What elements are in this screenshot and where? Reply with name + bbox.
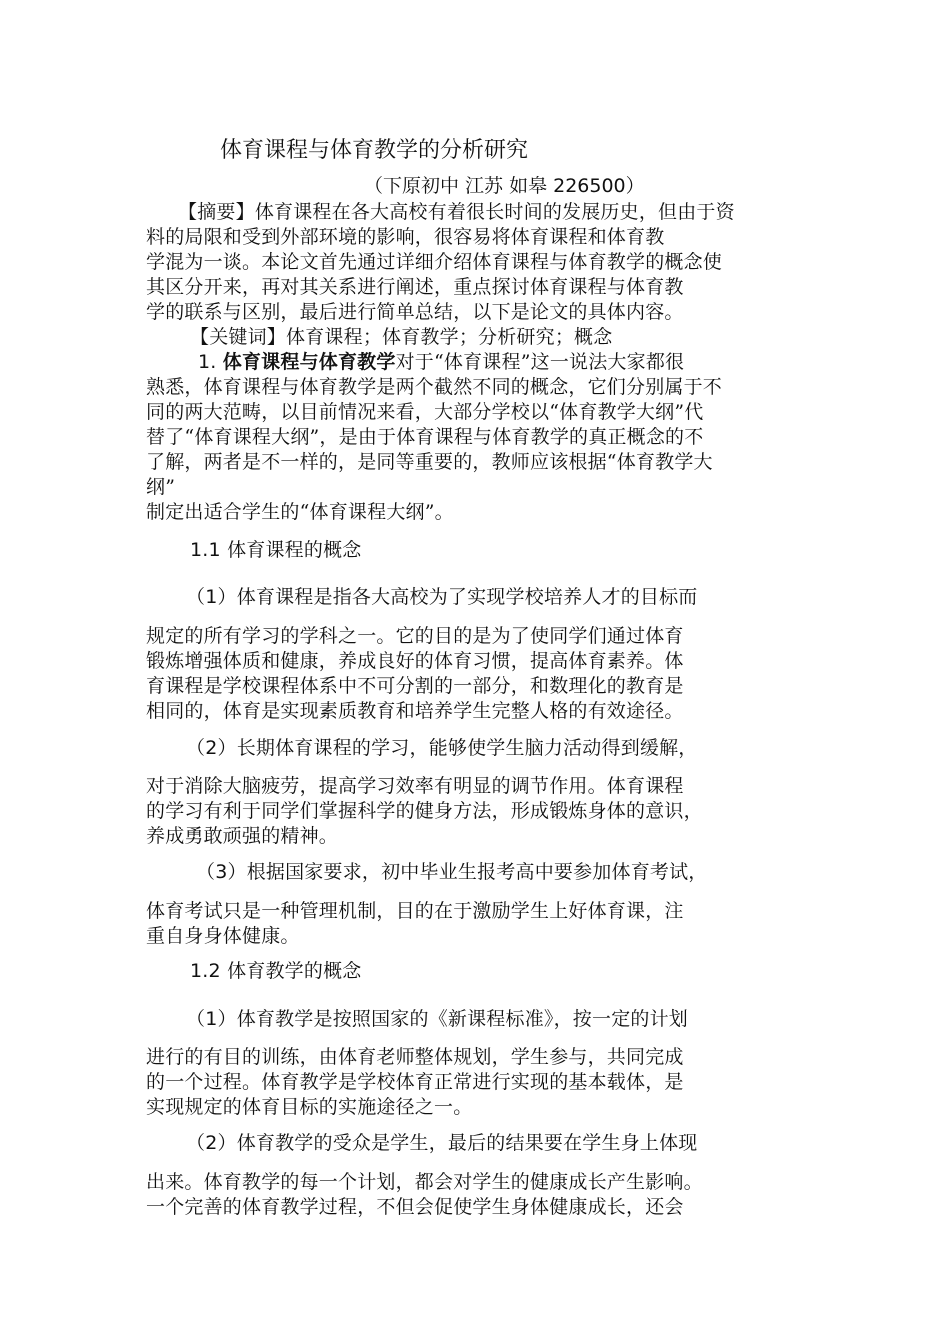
item-first-line bbox=[196, 860, 810, 885]
abstract-line: 学的联系与区别，最后进行简单总结，以下是论文的具体内容。 bbox=[146, 301, 684, 323]
item-marker: （1） bbox=[186, 586, 237, 608]
item-line: 相同的，体育是实现素质教育和培养学生完整人格的有效途径。 bbox=[146, 700, 684, 722]
item-text: 根据国家要求，初中毕业生报考高中要参加体育考试， bbox=[246, 861, 708, 883]
section-1-1-number: 1.1 bbox=[190, 539, 221, 561]
item-text: 体育课程是指各大高校为了实现学校培养人才的目标而 bbox=[236, 586, 698, 608]
section-1-2-heading: 体育教学的概念 bbox=[227, 960, 362, 982]
paper-title: 体育课程与体育教学的分析研究 bbox=[220, 138, 529, 163]
abstract-text: 体育课程在各大高校有着很长时间的发展历史，但由于资 bbox=[254, 201, 735, 223]
item-line: 养成勇敢顽强的精神。 bbox=[146, 825, 339, 847]
abstract-line: 学混为一谈。本论文首先通过详细介绍体育课程与体育教学的概念使 bbox=[146, 251, 723, 273]
item-first-line bbox=[186, 585, 810, 610]
author-affiliation: （下原初中 江苏 如皋 226500） bbox=[364, 175, 645, 197]
item-line: 对于消除大脑疲劳，提高学习效率有明显的调节作用。体育课程 bbox=[146, 775, 684, 797]
item-text: 长期体育课程的学习，能够使学生脑力活动得到缓解， bbox=[236, 737, 698, 759]
section-1-1-heading: 体育课程的概念 bbox=[227, 539, 362, 561]
item-line: 进行的有目的训练，由体育老师整体规划，学生参与，共同完成 bbox=[146, 1046, 684, 1068]
section-1-line: 同的两大范畴，以目前情况来看，大部分学校以“体育教学大纲”代 bbox=[146, 401, 704, 423]
item-first-line bbox=[186, 736, 810, 761]
item-line: 锻炼增强体质和健康，养成良好的体育习惯，提高体育素养。体 bbox=[146, 650, 684, 672]
item-text: 体育教学是按照国家的《新课程标准》，按一定的计划 bbox=[236, 1008, 689, 1030]
item-line: 实现规定的体育目标的实施途径之一。 bbox=[146, 1096, 473, 1118]
section-1-number: 1. bbox=[198, 351, 217, 373]
abstract-line bbox=[178, 200, 810, 225]
item-line: 体育考试只是一种管理机制，目的在于激励学生上好体育课，注 bbox=[146, 900, 684, 922]
item-first-line bbox=[186, 1131, 810, 1156]
item-line: 的学习有利于同学们掌握科学的健身方法，形成锻炼身体的意识， bbox=[146, 800, 703, 822]
item-line: 重自身身体健康。 bbox=[146, 925, 300, 947]
section-1-text: 对于“体育课程”这一说法大家都很 bbox=[395, 351, 685, 373]
item-line: 出来。体育教学的每一个计划，都会对学生的健康成长产生影响。 bbox=[146, 1171, 703, 1193]
section-1-2-number: 1.2 bbox=[190, 960, 221, 982]
item-line: 育课程是学校课程体系中不可分割的一部分，和数理化的教育是 bbox=[146, 675, 684, 697]
section-1-1-heading-line bbox=[190, 538, 810, 563]
section-1-heading: 体育课程与体育教学 bbox=[222, 351, 396, 373]
item-marker: （1） bbox=[186, 1008, 237, 1030]
item-line: 规定的所有学习的学科之一。它的目的是为了使同学们通过体育 bbox=[146, 625, 684, 647]
section-1-line bbox=[198, 350, 810, 375]
keywords-line bbox=[190, 325, 810, 350]
section-1-line: 了解，两者是不一样的，是同等重要的，教师应该根据“体育教学大 bbox=[146, 451, 713, 473]
abstract-line: 料的局限和受到外部环境的影响，很容易将体育课程和体育教 bbox=[146, 226, 665, 248]
abstract-line: 其区分开来，再对其关系进行阐述，重点探讨体育课程与体育教 bbox=[146, 276, 684, 298]
section-1-line: 熟悉，体育课程与体育教学是两个截然不同的概念，它们分别属于不 bbox=[146, 376, 723, 398]
item-text: 体育教学的受众是学生，最后的结果要在学生身上体现 bbox=[236, 1132, 698, 1154]
item-line: 的一个过程。体育教学是学校体育正常进行实现的基本载体，是 bbox=[146, 1071, 684, 1093]
item-first-line bbox=[186, 1007, 810, 1032]
item-marker: （3） bbox=[196, 861, 247, 883]
item-marker: （2） bbox=[186, 737, 237, 759]
item-marker: （2） bbox=[186, 1132, 237, 1154]
section-1-line: 纲” bbox=[146, 476, 176, 498]
section-1-line: 制定出适合学生的“体育课程大纲”。 bbox=[146, 501, 454, 523]
section-1-2-heading-line bbox=[190, 959, 810, 984]
section-1-line: 替了“体育课程大纲”，是由于体育课程与体育教学的真正概念的不 bbox=[146, 426, 704, 448]
keywords-label: 【关键词】 bbox=[190, 326, 287, 348]
item-line: 一个完善的体育教学过程，不但会促使学生身体健康成长，还会 bbox=[146, 1196, 684, 1218]
keywords-text: 体育课程；体育教学；分析研究；概念 bbox=[286, 326, 613, 348]
abstract-label: 【摘要】 bbox=[178, 201, 255, 223]
